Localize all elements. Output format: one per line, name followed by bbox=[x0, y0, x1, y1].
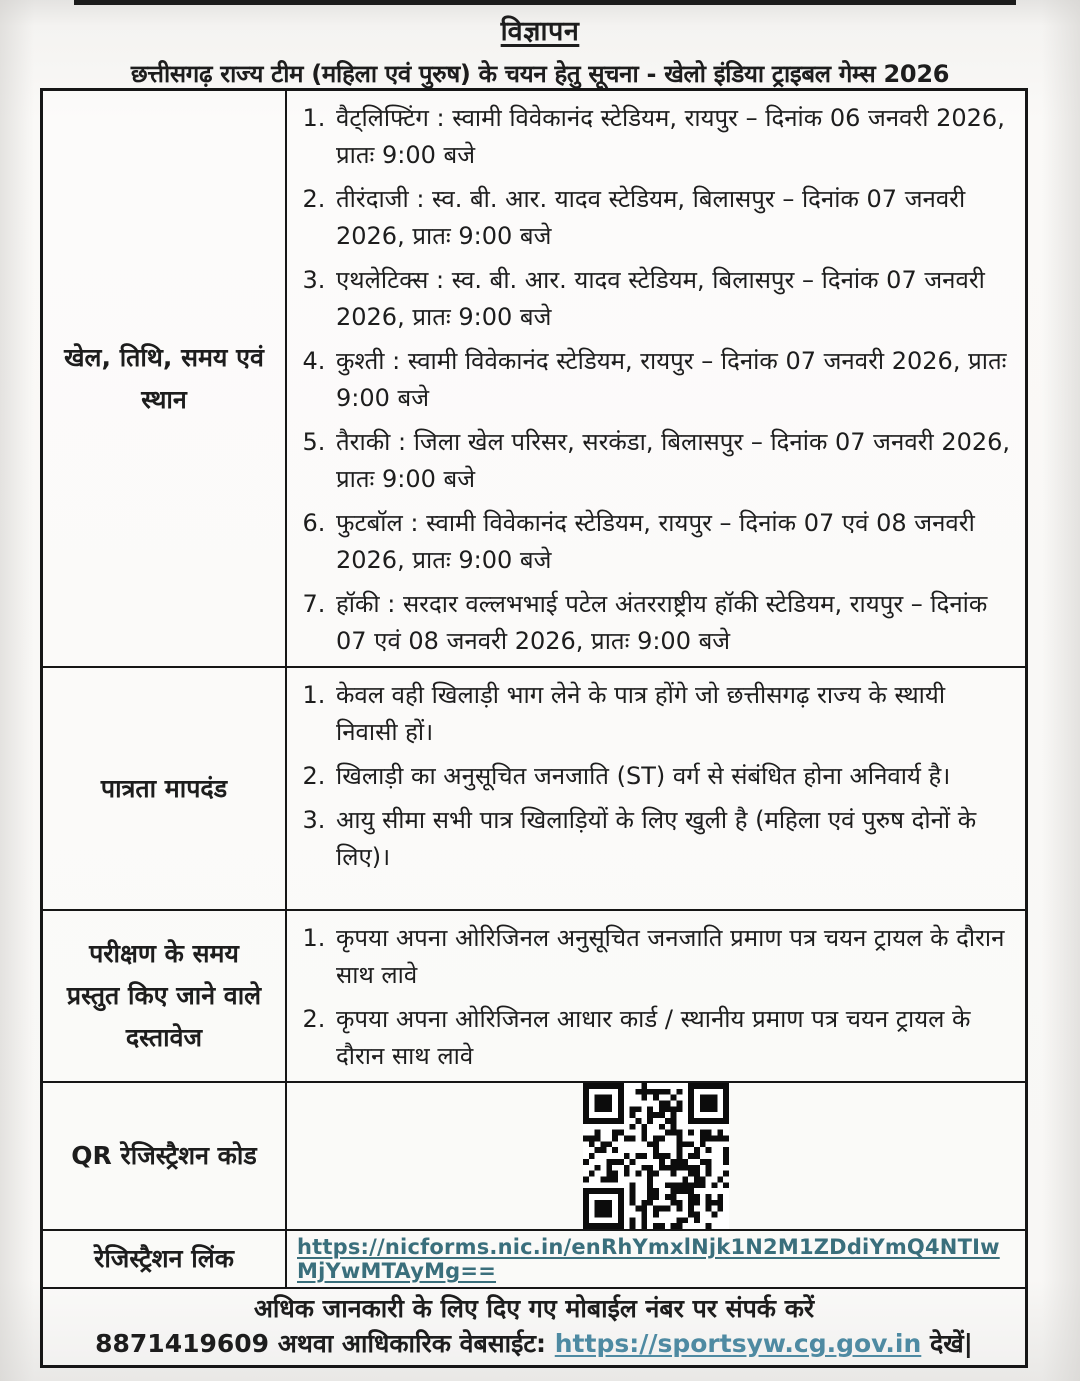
registration-link-row-label: रेजिस्ट्रैशन लिंक bbox=[43, 1231, 287, 1287]
notice-subtitle: छत्तीसगढ़ राज्य टीम (महिला एवं पुरुष) के चयन हेतु सूचना - खेलो इंडिया ट्राइबल गेम्स 2026 bbox=[130, 60, 950, 88]
list-item: 3. आयु सीमा सभी पात्र खिलाड़ियों के लिए खुली है (महिला एवं पुरुष दोनों के लिए)। bbox=[333, 802, 1013, 876]
footer-line2 bbox=[51, 1326, 1017, 1361]
list-item: 1. कृपया अपना ओरिजिनल अनुसूचित जनजाति प्रमाण पत्र चयन ट्रायल के दौरान साथ लावे bbox=[333, 920, 1013, 994]
list-item: 2. तीरंदाजी : स्व. बी. आर. यादव स्टेडियम, बिलासपुर – दिनांक 07 जनवरी 2026, प्रातः 9:00 बजे bbox=[333, 181, 1013, 255]
cropped-text-underline bbox=[74, 0, 1016, 5]
registration-link-row-content bbox=[287, 1231, 1025, 1287]
table-row-documents bbox=[43, 911, 1025, 1083]
qr-row-content bbox=[287, 1083, 1025, 1229]
list-item: 7. हॉकी : सरदार वल्लभभाई पटेल अंतरराष्ट्रीय हॉकी स्टेडियम, रायपुर – दिनांक 07 एवं 08 जनवरी 2026, प्रातः 9:00 बजे bbox=[333, 586, 1013, 660]
table-row-eligibility bbox=[43, 668, 1025, 911]
schedule-row-label: खेल, तिथि, समय एवं स्थान bbox=[43, 91, 287, 666]
schedule-list bbox=[293, 100, 1013, 660]
footer-line1: अधिक जानकारी के लिए दिए गए मोबाईल नंबर पर संपर्क करें bbox=[253, 1294, 815, 1323]
eligibility-list bbox=[293, 677, 1013, 876]
qr-row-label: QR रेजिस्ट्रैशन कोड bbox=[43, 1083, 287, 1229]
list-item: 1. वैट्लिफ्टिंग : स्वामी विवेकानंद स्टेडियम, रायपुर – दिनांक 06 जनवरी 2026, प्रातः 9:00 बजे bbox=[333, 100, 1013, 174]
list-item: 1. केवल वही खिलाड़ी भाग लेने के पात्र होंगे जो छत्तीसगढ़ राज्य के स्थायी निवासी हों। bbox=[333, 677, 1013, 751]
eligibility-row-label: पात्रता मापदंड bbox=[43, 668, 287, 909]
schedule-row-content bbox=[287, 91, 1025, 666]
list-item: 6. फुटबॉल : स्वामी विवेकानंद स्टेडियम, रायपुर – दिनांक 07 एवं 08 जनवरी 2026, प्रातः 9:00 बजे bbox=[333, 505, 1013, 579]
list-item: 3. एथलेटिक्स : स्व. बी. आर. यादव स्टेडियम, बिलासपुर – दिनांक 07 जनवरी 2026, प्रातः 9:00 बजे bbox=[333, 262, 1013, 336]
table-row-registration-link bbox=[43, 1231, 1025, 1289]
page-title-text: विज्ञापन bbox=[500, 16, 580, 47]
table-footer bbox=[43, 1289, 1025, 1365]
list-item: 2. खिलाड़ी का अनुसूचित जनजाति (ST) वर्ग से संबंधित होना अनिवार्य है। bbox=[333, 758, 1013, 795]
list-item: 2. कृपया अपना ओरिजिनल आधार कार्ड / स्थानीय प्रमाण पत्र चयन ट्रायल के दौरान साथ लावे bbox=[333, 1001, 1013, 1075]
documents-row-label: परीक्षण के समय प्रस्तुत किए जाने वाले दस्तावेज bbox=[43, 911, 287, 1081]
footer-contact-text: 8871419609 अथवा आधिकारिक वेबसाईट: bbox=[95, 1329, 555, 1358]
qr-code bbox=[572, 1083, 740, 1229]
registration-link[interactable]: https://nicforms.nic.in/enRhYmxlNjk1N2M1ZDdiYmQ4NTIwMjYwMTAyMg== bbox=[297, 1235, 1000, 1283]
documents-row-content bbox=[287, 911, 1025, 1081]
table-row-qr bbox=[43, 1083, 1025, 1231]
notice-table bbox=[40, 88, 1028, 1368]
documents-list bbox=[293, 920, 1013, 1075]
list-item: 5. तैराकी : जिला खेल परिसर, सरकंडा, बिलासपुर – दिनांक 07 जनवरी 2026, प्रातः 9:00 बजे bbox=[333, 424, 1013, 498]
table-row-schedule bbox=[43, 91, 1025, 668]
list-item: 4. कुश्ती : स्वामी विवेकानंद स्टेडियम, रायपुर – दिनांक 07 जनवरी 2026, प्रातः 9:00 बजे bbox=[333, 343, 1013, 417]
official-website-link[interactable]: https://sportsyw.cg.gov.in bbox=[554, 1329, 922, 1358]
footer-suffix-text: देखें| bbox=[921, 1329, 973, 1358]
page-title bbox=[0, 0, 1080, 48]
eligibility-row-content bbox=[287, 668, 1025, 909]
